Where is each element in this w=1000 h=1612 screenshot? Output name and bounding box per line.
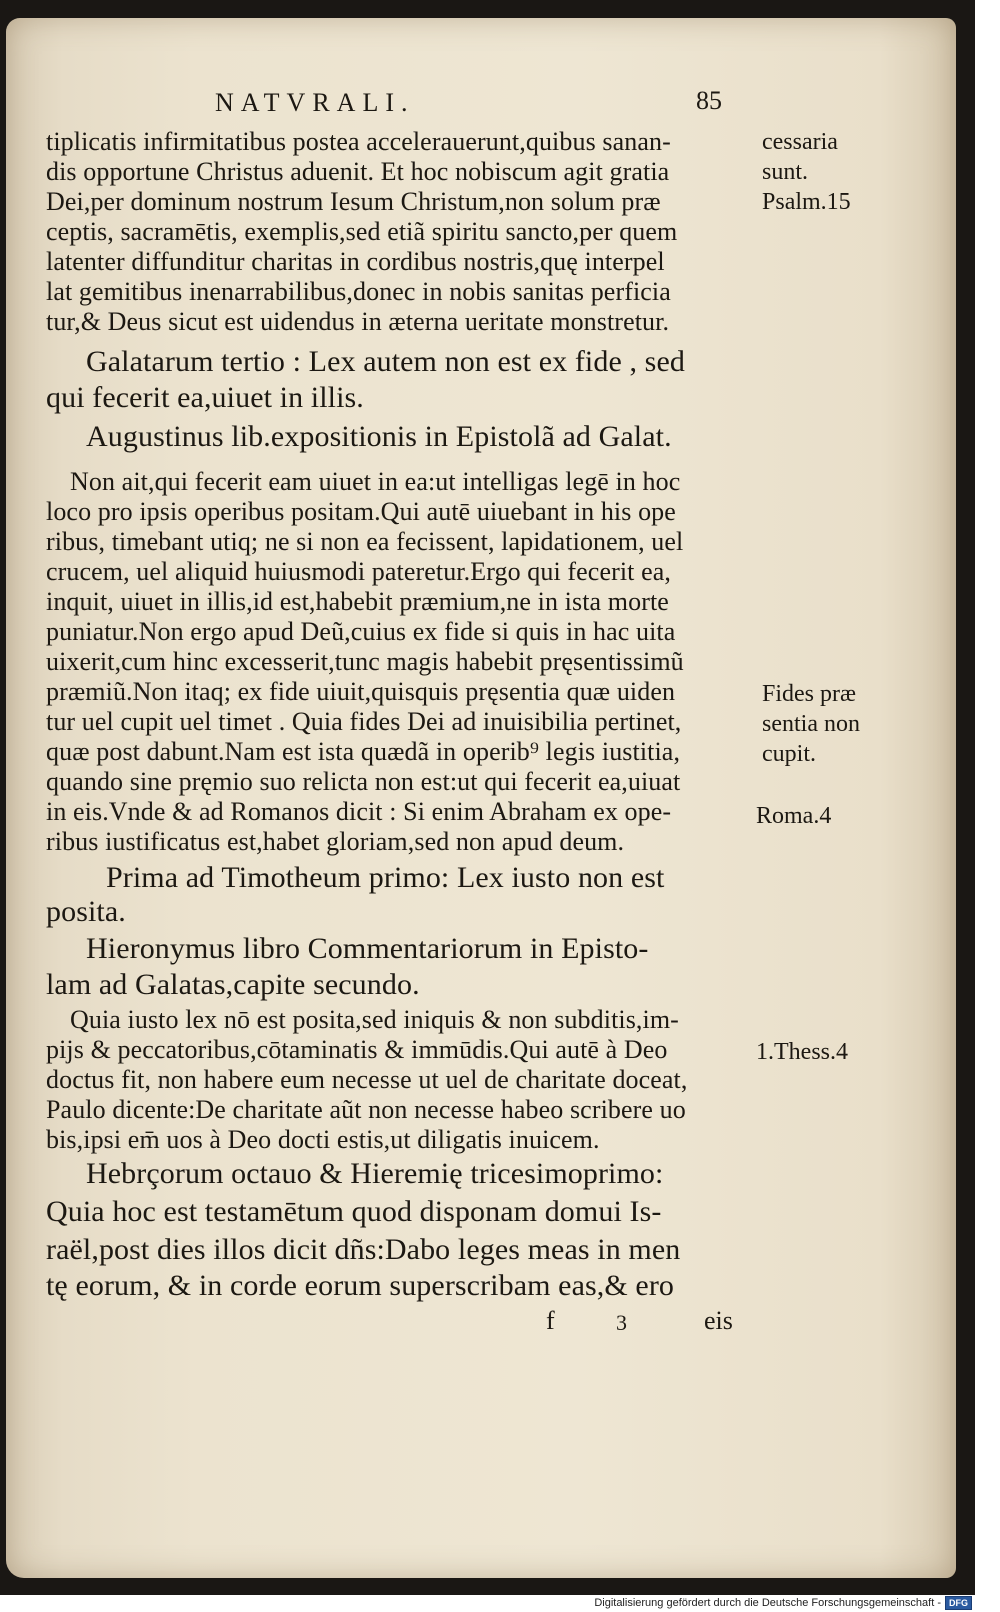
section-heading: Quia hoc est testamētum quod disponam domui Is- <box>46 1195 662 1228</box>
text-line: quando sine pręmio suo relicta non est:ut qui fecerit ea,uiuat <box>46 767 681 796</box>
margin-note: Psalm.15 <box>762 189 851 215</box>
text-line: præmiũ.Non itaq; ex fide uiuit,quisquis pręsentia quæ uiden <box>46 677 676 706</box>
text-line: ribus, timebant utiq; ne si non ea fecissent, lapidationem, uel <box>46 527 684 556</box>
dfg-logo-icon: DFG <box>945 1596 972 1610</box>
text-line: loco pro ipsis operibus positam.Qui autē uiuebant in his ope <box>46 497 676 526</box>
text-line: ceptis, sacramētis, exemplis,sed etiã spiritu sancto,per quem <box>46 217 678 246</box>
signature-mark: f <box>546 1306 555 1335</box>
section-heading: posita. <box>46 895 126 928</box>
section-heading: lam ad Galatas,capite secundo. <box>46 968 420 1001</box>
text-line: dis opportune Christus aduenit. Et hoc nobiscum agit gratia <box>46 157 670 186</box>
text-line: bis,ipsi em̄ uos à Deo docti estis,ut diligatis inuicem. <box>46 1125 600 1154</box>
section-heading: tę eorum, & in corde eorum superscribam eas,& ero <box>46 1269 675 1302</box>
text-line: tur,& Deus sicut est uidendus in æterna ueritate monstretur. <box>46 307 670 336</box>
text-line: puniatur.Non ergo apud Deũ,cuius ex fide si quis in hac uita <box>46 617 676 646</box>
section-heading: Galatarum tertio : Lex autem non est ex fide , sed <box>86 345 685 378</box>
margin-note: sunt. <box>762 159 809 185</box>
section-heading: Hieronymus libro Commentariorum in Episto- <box>86 932 649 965</box>
page-number: 85 <box>696 86 722 115</box>
margin-note: 1.Thess.4 <box>756 1039 848 1065</box>
text-line: Paulo dicente:De charitate aũt non necesse habeo scribere uo <box>46 1095 686 1124</box>
text-line: inquit, uiuet in illis,id est,habebit præmium,ne in ista morte <box>46 587 669 616</box>
text-line: Non ait,qui fecerit eam uiuet in ea:ut intelligas legē in hoc <box>70 467 681 496</box>
margin-note: Roma.4 <box>756 803 832 829</box>
text-line: tur uel cupit uel timet . Quia fides Dei ad inuisibilia pertinet, <box>46 707 682 736</box>
text-line: uixerit,cum hinc excesserit,tunc magis habebit pręsentissimũ <box>46 647 684 676</box>
text-line: doctus fit, non habere eum necesse ut uel de charitate doceat, <box>46 1065 688 1094</box>
text-line: crucem, uel aliquid huiusmodi pateretur.Ergo qui fecerit ea, <box>46 557 671 586</box>
section-heading: raël,post dies illos dicit dñs:Dabo leges meas in men <box>46 1233 681 1266</box>
signature-number: 3 <box>616 1310 627 1335</box>
digitization-credit <box>594 1596 972 1610</box>
text-line: quæ post dabunt.Nam est ista quædã in operib⁹ legis iustitia, <box>46 737 681 766</box>
section-heading: Augustinus lib.expositionis in Epistolã ad Galat. <box>86 420 672 453</box>
credit-text: Digitalisierung gefördert durch die Deutsche Forschungsgemeinschaft - <box>594 1597 941 1609</box>
catchword: eis <box>704 1306 733 1335</box>
text-line: pijs & peccatoribus,cōtaminatis & immūdis.Qui autē à Deo <box>46 1035 668 1064</box>
section-heading: Hebrçorum octauo & Hieremię tricesimoprimo: <box>86 1157 664 1190</box>
text-line: lat gemitibus inenarrabilibus,donec in nobis sanitas perficia <box>46 277 671 306</box>
section-heading: Prima ad Timotheum primo: Lex iusto non est <box>106 861 665 894</box>
text-line: Quia iusto lex nō est posita,sed iniquis & non subditis,im- <box>70 1005 679 1034</box>
text-line: ribus iustificatus est,habet gloriam,sed non apud deum. <box>46 827 625 856</box>
text-line: tiplicatis infirmitatibus postea accelerauerunt,quibus sanan- <box>46 127 671 156</box>
running-head: NATVRALI. <box>215 88 415 117</box>
text-line: in eis.Vnde & ad Romanos dicit : Si enim Abraham ex ope- <box>46 797 672 826</box>
text-line: Dei,per dominum nostrum Iesum Christum,non solum præ <box>46 187 661 216</box>
margin-note: cessaria <box>762 129 838 155</box>
text-line: latenter diffunditur charitas in cordibus nostris,quę interpel <box>46 247 665 276</box>
margin-note: cupit. <box>762 741 816 767</box>
margin-note: sentia non <box>762 711 860 737</box>
margin-note: Fides præ <box>762 681 857 707</box>
section-heading: qui fecerit ea,uiuet in illis. <box>46 381 364 414</box>
